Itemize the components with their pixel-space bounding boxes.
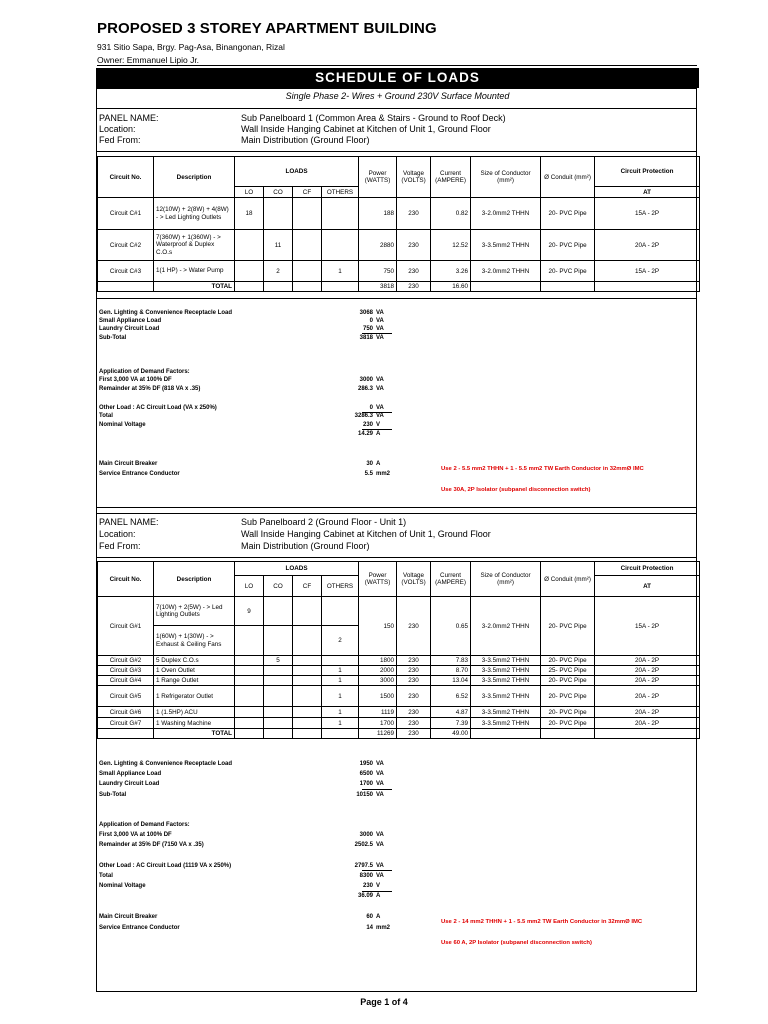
- lo-count: 18: [235, 198, 264, 230]
- service-conductor-label: Service Entrance Conductor: [99, 925, 180, 931]
- underline: [362, 789, 392, 790]
- nominal-voltage-label: Nominal Voltage: [99, 883, 146, 889]
- gen-lighting-label: Gen. Lighting & Convenience Receptacle Load: [99, 761, 233, 767]
- cf-count: [293, 656, 322, 666]
- total-voltage: 230: [397, 282, 431, 292]
- nominal-voltage-value: 230: [362, 422, 373, 428]
- co-count: 5: [264, 656, 293, 666]
- current: 4.87: [431, 707, 471, 718]
- circuit-no: Circuit G#6: [98, 707, 154, 718]
- main-breaker-value: 30: [366, 461, 373, 467]
- protection-at: 20A - 2P: [595, 718, 700, 729]
- others-count: 1: [322, 676, 359, 686]
- conduit: 20- PVC Pipe: [541, 198, 595, 230]
- protection-at: 15A - 2P: [595, 261, 700, 282]
- main-breaker-label: Main Circuit Breaker: [99, 914, 158, 920]
- ampere-value: 36.09: [357, 893, 373, 899]
- small-appliance-value: 6500: [359, 771, 373, 777]
- unit: VA: [376, 832, 384, 838]
- voltage: 230: [397, 261, 431, 282]
- col-power: Power (WATTS): [359, 562, 397, 597]
- panel-name-label: PANEL NAME:: [99, 113, 159, 123]
- unit: mm2: [376, 925, 391, 931]
- unit: VA: [376, 792, 384, 798]
- conductor: 3-3.5mm2 THHN: [471, 676, 541, 686]
- unit: V: [376, 883, 381, 889]
- col-conductor: Size of Conductor (mm²): [471, 562, 541, 597]
- voltage: 230: [397, 686, 431, 707]
- schedule-subtitle: Single Phase 2- Wires + Ground 230V Surface Mounted: [285, 91, 510, 101]
- unit: VA: [376, 863, 384, 869]
- circuit-no: Circuit G#2: [98, 656, 154, 666]
- circuit-no: Circuit G#5: [98, 686, 154, 707]
- cf-count: [293, 230, 322, 261]
- conductor: 3-2.0mm2 THHN: [471, 597, 541, 656]
- others-count: [322, 198, 359, 230]
- first-3000-label: First 3,000 VA at 100% DF: [99, 377, 172, 383]
- conduit: 20- PVC Pipe: [541, 230, 595, 261]
- voltage: 230: [397, 656, 431, 666]
- fed-from-label: Fed From:: [99, 135, 141, 145]
- subtotal-value: 3818: [359, 335, 373, 341]
- other-load-value: 0: [369, 405, 373, 411]
- description: 7(360W) + 1(360W) - > Waterproof & Duplex C.O.s: [154, 230, 235, 261]
- main-breaker-label: Main Circuit Breaker: [99, 461, 158, 467]
- panel1-location: Wall Inside Hanging Cabinet at Kitchen of Unit 1, Ground Floor: [241, 124, 491, 134]
- small-appliance-label: Small Appliance Load: [99, 318, 162, 324]
- col-others: OTHERS: [322, 576, 359, 597]
- description: 1 Range Outlet: [154, 676, 235, 686]
- col-protection: Circuit Protection: [595, 562, 700, 576]
- table-row: [98, 230, 700, 261]
- voltage: 230: [397, 707, 431, 718]
- total-label: Total: [99, 413, 113, 419]
- main-breaker-value: 60: [366, 914, 373, 920]
- conductor-note: Use 2 - 5.5 mm2 THHN + 1 - 5.5 mm2 TW Earth Conductor in 32mmØ IMC: [441, 466, 644, 472]
- current: 7.39: [431, 718, 471, 729]
- current: 7.83: [431, 656, 471, 666]
- unit: VA: [376, 413, 384, 419]
- service-conductor-label: Service Entrance Conductor: [99, 471, 180, 477]
- circuit-no: Circuit G#7: [98, 718, 154, 729]
- co-count: 11: [264, 230, 293, 261]
- conduit: 20- PVC Pipe: [541, 656, 595, 666]
- voltage: 230: [397, 718, 431, 729]
- col-lo: LO: [235, 187, 264, 198]
- panel2-loads-table: [97, 561, 700, 739]
- current: 6.52: [431, 686, 471, 707]
- lo-count: [235, 656, 264, 666]
- others-count: 1: [322, 261, 359, 282]
- description: 1 Oven Outlet: [154, 666, 235, 676]
- others-count: [322, 656, 359, 666]
- table-row: [98, 707, 700, 718]
- current: 13.04: [431, 676, 471, 686]
- protection-at: 15A - 2P: [595, 597, 700, 656]
- col-description: Description: [154, 157, 235, 198]
- protection-at: 20A - 2P: [595, 666, 700, 676]
- panel1-name: Sub Panelboard 1 (Common Area & Stairs - Ground to Roof Deck): [241, 113, 506, 123]
- gen-lighting-value: 1950: [359, 761, 373, 767]
- total-row: [98, 729, 700, 739]
- description: 5 Duplex C.O.s: [154, 656, 235, 666]
- total-label: TOTAL: [154, 729, 235, 739]
- gen-lighting-value: 3068: [359, 310, 373, 316]
- col-current: Current (AMPERE): [431, 562, 471, 597]
- conduit: 20- PVC Pipe: [541, 676, 595, 686]
- current: 12.52: [431, 230, 471, 261]
- first-3000-value: 3000: [359, 832, 373, 838]
- current: 0.82: [431, 198, 471, 230]
- power: 2880: [359, 230, 397, 261]
- description: 1 (1.5HP) ACU: [154, 707, 235, 718]
- schedule-title: SCHEDULE OF LOADS: [96, 68, 699, 88]
- description: 1 Washing Machine: [154, 718, 235, 729]
- subtotal-label: Sub-Total: [99, 335, 127, 341]
- protection-at: 20A - 2P: [595, 656, 700, 666]
- lo-count: [235, 261, 264, 282]
- other-load-label: Other Load : AC Circuit Load (VA x 250%): [99, 405, 217, 411]
- demand-factors-label: Application of Demand Factors:: [99, 369, 190, 375]
- nominal-voltage-value: 230: [362, 883, 373, 889]
- unit: VA: [376, 771, 384, 777]
- divider: [97, 557, 697, 558]
- power: 1500: [359, 686, 397, 707]
- unit: V: [376, 422, 381, 428]
- other-load-label: Other Load : AC Circuit Load (1119 VA x 250%): [99, 863, 232, 869]
- subtotal-label: Sub-Total: [99, 792, 127, 798]
- total-value: 8300: [359, 873, 373, 879]
- total-label: Total: [99, 873, 113, 879]
- total-row: [98, 282, 700, 292]
- voltage: 230: [397, 230, 431, 261]
- total-voltage: 230: [397, 729, 431, 739]
- col-at: AT: [595, 576, 700, 597]
- remainder-label: Remainder at 35% DF (7150 VA x .35): [99, 842, 204, 848]
- col-current: Current (AMPERE): [431, 157, 471, 198]
- remainder-label: Remainder at 35% DF (818 VA x .35): [99, 386, 201, 392]
- col-loads: LOADS: [235, 562, 359, 576]
- col-description: Description: [154, 562, 235, 597]
- first-3000-label: First 3,000 VA at 100% DF: [99, 832, 172, 838]
- description: 1(60W) + 1(30W) - > Exhaust & Ceiling Fans: [154, 626, 235, 656]
- subtotal-value: 10150: [356, 792, 373, 798]
- unit: VA: [376, 318, 384, 324]
- cf-count: [293, 686, 322, 707]
- co-count: 2: [264, 261, 293, 282]
- co-count: [264, 666, 293, 676]
- first-3000-value: 3000: [359, 377, 373, 383]
- col-circuit-no: Circuit No.: [98, 562, 154, 597]
- document-title: PROPOSED 3 STOREY APARTMENT BUILDING: [97, 20, 437, 37]
- divider: [97, 298, 697, 299]
- others-count: 1: [322, 686, 359, 707]
- conduit: 20- PVC Pipe: [541, 718, 595, 729]
- divider: [97, 108, 697, 109]
- laundry-value: 1700: [359, 781, 373, 787]
- cf-count: [293, 707, 322, 718]
- col-conduit: Ø Conduit (mm²): [541, 157, 595, 198]
- location-label: Location:: [99, 124, 136, 134]
- co-count: [264, 686, 293, 707]
- power: 150: [359, 597, 397, 656]
- co-count: [264, 676, 293, 686]
- demand-factors-label: Application of Demand Factors:: [99, 822, 190, 828]
- col-power: Power (WATTS): [359, 157, 397, 198]
- description: 12(10W) + 2(8W) + 4(8W) - > Led Lighting Outlets: [154, 198, 235, 230]
- unit: VA: [376, 326, 384, 332]
- col-voltage: Voltage (VOLTS): [397, 562, 431, 597]
- lo-count: [235, 666, 264, 676]
- total-power: 3818: [359, 282, 397, 292]
- col-conductor: Size of Conductor (mm²): [471, 157, 541, 198]
- voltage: 230: [397, 198, 431, 230]
- unit: A: [376, 431, 381, 437]
- others-count: 1: [322, 707, 359, 718]
- col-circuit-no: Circuit No.: [98, 157, 154, 198]
- power: 1800: [359, 656, 397, 666]
- total-value: 3286.3: [354, 413, 373, 419]
- laundry-label: Laundry Circuit Load: [99, 781, 160, 787]
- circuit-no: Circuit G#4: [98, 676, 154, 686]
- circuit-no: Circuit G#3: [98, 666, 154, 676]
- isolator-note: Use 60 A, 2P Isolator (subpanel disconnection switch): [441, 940, 592, 946]
- col-lo: LO: [235, 576, 264, 597]
- unit: VA: [376, 335, 384, 341]
- co-count: [264, 198, 293, 230]
- total-current: 16.60: [431, 282, 471, 292]
- table-row: [98, 656, 700, 666]
- service-conductor-value: 14: [366, 925, 373, 931]
- conductor: 3-3.5mm2 THHN: [471, 718, 541, 729]
- table-row: [98, 597, 700, 626]
- col-at: AT: [595, 187, 700, 198]
- panel2-info: [99, 517, 689, 553]
- conduit: 20- PVC Pipe: [541, 597, 595, 656]
- isolator-note: Use 30A, 2P Isolator (subpanel disconnection switch): [441, 487, 591, 493]
- voltage: 230: [397, 676, 431, 686]
- col-co: CO: [264, 576, 293, 597]
- voltage: 230: [397, 597, 431, 656]
- current: 8.70: [431, 666, 471, 676]
- power: 750: [359, 261, 397, 282]
- ampere-value: 14.29: [357, 431, 373, 437]
- laundry-label: Laundry Circuit Load: [99, 326, 160, 332]
- unit: VA: [376, 377, 384, 383]
- col-conduit: Ø Conduit (mm²): [541, 562, 595, 597]
- panel2-name: Sub Panelboard 2 (Ground Floor - Unit 1): [241, 517, 407, 527]
- divider: [97, 507, 697, 508]
- conductor: 3-3.5mm2 THHN: [471, 656, 541, 666]
- cf-count: [293, 261, 322, 282]
- divider: [97, 151, 697, 152]
- others-count: 2: [322, 626, 359, 656]
- unit: VA: [376, 781, 384, 787]
- lo-count: [235, 230, 264, 261]
- unit: VA: [376, 405, 384, 411]
- col-others: OTHERS: [322, 187, 359, 198]
- power: 188: [359, 198, 397, 230]
- power: 1119: [359, 707, 397, 718]
- protection-at: 20A - 2P: [595, 230, 700, 261]
- protection-at: 20A - 2P: [595, 686, 700, 707]
- panel2-fed-from: Main Distribution (Ground Floor): [241, 541, 370, 551]
- conductor-note: Use 2 - 14 mm2 THHN + 1 - 5.5 mm2 TW Earth Conductor in 32mmØ IMC: [441, 919, 643, 925]
- col-cf: CF: [293, 187, 322, 198]
- description: 1(1 HP) - > Water Pump: [154, 261, 235, 282]
- circuit-no: Circuit C#2: [98, 230, 154, 261]
- lo-count: [235, 718, 264, 729]
- conductor: 3-3.5mm2 THHN: [471, 230, 541, 261]
- conductor: 3-2.0mm2 THHN: [471, 198, 541, 230]
- remainder-value: 286.3: [357, 386, 373, 392]
- small-appliance-label: Small Appliance Load: [99, 771, 162, 777]
- power: 2000: [359, 666, 397, 676]
- location-label: Location:: [99, 529, 136, 539]
- table-row: [98, 261, 700, 282]
- panel2-location: Wall Inside Hanging Cabinet at Kitchen of Unit 1, Ground Floor: [241, 529, 491, 539]
- header-divider: [97, 65, 697, 66]
- panel1-loads-table: [97, 156, 700, 292]
- page-number: Page 1 of 4: [360, 997, 408, 1007]
- description: 1 Refrigerator Outlet: [154, 686, 235, 707]
- voltage: 230: [397, 666, 431, 676]
- co-count: [264, 707, 293, 718]
- unit: A: [376, 914, 381, 920]
- table-row: [98, 686, 700, 707]
- table-row: [98, 676, 700, 686]
- col-loads: LOADS: [235, 157, 359, 187]
- cf-count: [293, 676, 322, 686]
- others-count: 1: [322, 666, 359, 676]
- unit: VA: [376, 842, 384, 848]
- power: 1700: [359, 718, 397, 729]
- total-power: 11269: [359, 729, 397, 739]
- conduit: 20- PVC Pipe: [541, 707, 595, 718]
- project-owner: Owner: Emmanuel Lipio Jr.: [97, 55, 200, 65]
- conductor: 3-2.0mm2 THHN: [471, 261, 541, 282]
- remainder-value: 2502.5: [354, 842, 373, 848]
- lo-count: [235, 676, 264, 686]
- description: 7(10W) + 2(5W) - > Led Lighting Outlets: [154, 597, 235, 626]
- panel1-fed-from: Main Distribution (Ground Floor): [241, 135, 370, 145]
- col-protection: Circuit Protection: [595, 157, 700, 187]
- col-cf: CF: [293, 576, 322, 597]
- cf-count: [293, 666, 322, 676]
- gen-lighting-label: Gen. Lighting & Convenience Receptacle Load: [99, 310, 233, 316]
- nominal-voltage-label: Nominal Voltage: [99, 422, 146, 428]
- current: 0.65: [431, 597, 471, 656]
- protection-at: 20A - 2P: [595, 676, 700, 686]
- unit: mm2: [376, 471, 391, 477]
- table-row: [98, 718, 700, 729]
- unit: A: [376, 893, 381, 899]
- others-count: 1: [322, 718, 359, 729]
- cf-count: [293, 718, 322, 729]
- unit: VA: [376, 873, 384, 879]
- unit: A: [376, 461, 381, 467]
- panel1-info: [99, 113, 689, 149]
- col-co: CO: [264, 187, 293, 198]
- conduit: 20- PVC Pipe: [541, 686, 595, 707]
- circuit-no: Circuit C#3: [98, 261, 154, 282]
- project-address: 931 Sitio Sapa, Brgy. Pag-Asa, Binangonan, Rizal: [97, 42, 285, 52]
- total-label: TOTAL: [154, 282, 235, 292]
- co-count: [264, 718, 293, 729]
- conduit: 25- PVC Pipe: [541, 666, 595, 676]
- conduit: 20- PVC Pipe: [541, 261, 595, 282]
- circuit-no: Circuit C#1: [98, 198, 154, 230]
- panel-name-label: PANEL NAME:: [99, 517, 159, 527]
- unit: VA: [376, 310, 384, 316]
- circuit-no: Circuit G#1: [98, 597, 154, 656]
- protection-at: 20A - 2P: [595, 707, 700, 718]
- laundry-value: 750: [362, 326, 373, 332]
- service-conductor-value: 5.5: [364, 471, 373, 477]
- total-current: 49.00: [431, 729, 471, 739]
- other-load-value: 2797.5: [354, 863, 373, 869]
- unit: VA: [376, 761, 384, 767]
- underline: [362, 870, 392, 871]
- cf-count: [293, 198, 322, 230]
- power: 3000: [359, 676, 397, 686]
- conductor: 3-3.5mm2 THHN: [471, 686, 541, 707]
- small-appliance-value: 0: [369, 318, 373, 324]
- table-row: [98, 198, 700, 230]
- conductor: 3-3.5mm2 THHN: [471, 707, 541, 718]
- fed-from-label: Fed From:: [99, 541, 141, 551]
- protection-at: 15A - 2P: [595, 198, 700, 230]
- conductor: 3-3.5mm2 THHN: [471, 666, 541, 676]
- unit: VA: [376, 386, 384, 392]
- lo-count: [235, 686, 264, 707]
- lo-count: 9: [235, 597, 264, 626]
- lo-count: [235, 707, 264, 718]
- others-count: [322, 230, 359, 261]
- current: 3.26: [431, 261, 471, 282]
- table-row: [98, 666, 700, 676]
- col-voltage: Voltage (VOLTS): [397, 157, 431, 198]
- divider: [97, 513, 697, 514]
